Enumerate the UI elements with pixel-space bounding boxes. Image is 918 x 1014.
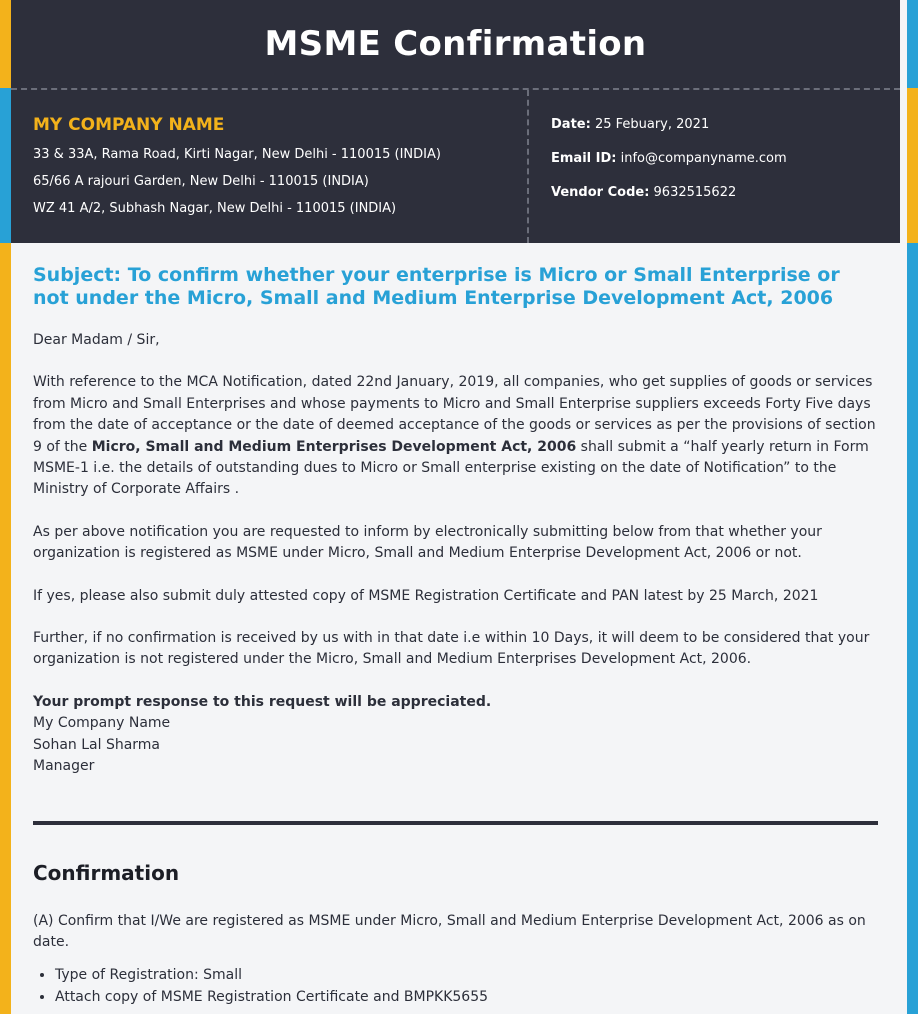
date-value: 25 Febuary, 2021 xyxy=(594,117,710,132)
date-row xyxy=(551,116,787,133)
signature-block xyxy=(33,692,878,778)
header-column-divider xyxy=(527,90,529,243)
letter-body xyxy=(33,264,878,1008)
paragraph-text: With reference to the MCA Notification, dated 22nd January, 2019, all companies, who get supplies of goods or services from Micro and Small Enterprises and whose payments to Micro and Small Enterprise suppliers exceeds Forty Five days from the date of acceptance or the date of deemed acceptance of the goods or services as per the provisions of section 9 of the xyxy=(33,374,876,455)
confirmation-title: Confirmation xyxy=(33,860,180,885)
confirmation-option-a: (A) Confirm that I/We are registered as MSME under Micro, Small and Medium Enterprise Development Act, 2006 as on date. xyxy=(33,912,866,950)
header-divider xyxy=(11,88,900,90)
paragraph-text: shall submit a “half yearly return in Form MSME-1 i.e. the details of outstanding dues to Micro or Small enterprise existing on the date of Notification” to the Ministry of Corporate Affairs . xyxy=(33,438,869,498)
left-accent-bar xyxy=(0,0,11,1014)
list-item: • Attach copy of MSME Registration Certificate and BMPKK5655 xyxy=(55,987,878,1008)
company-name: MY COMPANY NAME xyxy=(33,115,225,135)
signature-designation: Manager xyxy=(33,758,95,775)
company-block xyxy=(33,115,441,222)
letter-header xyxy=(11,0,900,243)
company-address-line: WZ 41 A/2, Subhash Nagar, New Delhi - 110015 (INDIA) xyxy=(33,201,397,216)
confirmation-list xyxy=(33,965,878,1008)
letter-meta xyxy=(551,116,787,218)
paragraph-notification xyxy=(33,372,878,500)
vendor-code-value: 9632515622 xyxy=(653,185,737,200)
vendor-code-row xyxy=(551,184,787,201)
vendor-code-label: Vendor Code: xyxy=(551,185,650,200)
email-row xyxy=(551,150,787,167)
salutation: Dear Madam / Sir, xyxy=(33,332,160,348)
list-item: • Type of Registration: Small xyxy=(55,965,878,986)
paragraph-deadline: If yes, please also submit duly attested copy of MSME Registration Certificate and PAN latest by 25 March, 2021 xyxy=(33,587,819,604)
date-label: Date: xyxy=(551,117,591,132)
right-accent-bar xyxy=(907,0,918,1014)
paragraph-request: As per above notification you are requested to inform by electronically submitting below from that whether your organization is registered as MSME under Micro, Small and Medium Enterprise Development Act, 2006 or not. xyxy=(33,523,822,562)
company-address-line: 33 & 33A, Rama Road, Kirti Nagar, New Delhi - 110015 (INDIA) xyxy=(33,147,441,162)
signature-person: Sohan Lal Sharma xyxy=(33,736,161,753)
page-title: MSME Confirmation xyxy=(264,24,647,64)
email-value: info@companyname.com xyxy=(620,151,787,166)
section-divider xyxy=(33,821,878,825)
letter-subject: Subject: To confirm whether your enterprise is Micro or Small Enterprise or not under the Micro, Small and Medium Enterprise Development Act, 2006 xyxy=(33,264,840,309)
paragraph-consequence: Further, if no confirmation is received by us with in that date i.e within 10 Days, it will deem to be considered that your organization is not registered under the Micro, Small and Medium Enterprises Development Act, 2006. xyxy=(33,630,870,668)
signature-company: My Company Name xyxy=(33,715,171,732)
act-name-bold: Micro, Small and Medium Enterprises Development Act, 2006 xyxy=(91,438,577,455)
email-label: Email ID: xyxy=(551,151,617,166)
closing-line: Your prompt response to this request will be appreciated. xyxy=(33,693,492,710)
company-address-line: 65/66 A rajouri Garden, New Delhi - 110015 (INDIA) xyxy=(33,174,369,189)
